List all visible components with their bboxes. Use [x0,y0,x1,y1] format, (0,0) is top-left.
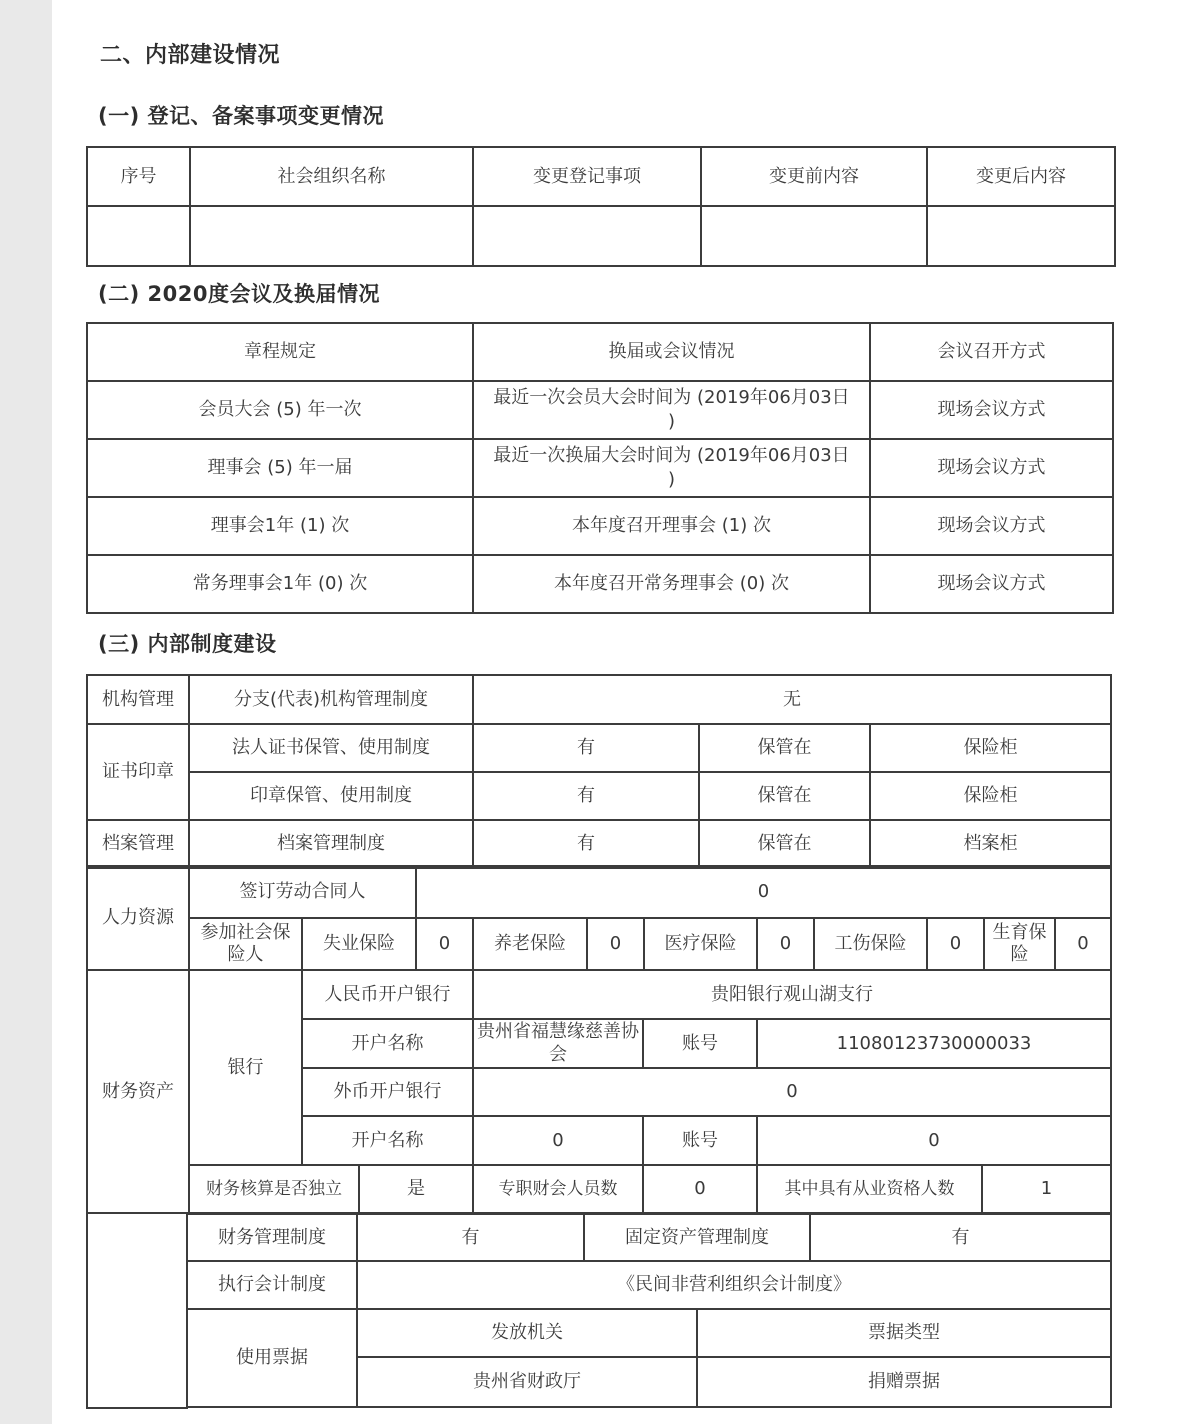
value-cell: 0 [587,918,644,970]
table-cell: 现场会议方式 [870,555,1113,613]
value-cell: 保险柜 [870,772,1111,820]
value-cell: 0 [643,1165,757,1213]
value-cell: 有 [473,820,699,868]
value-cell: 捐赠票据 [697,1357,1111,1407]
meetings-table [86,322,1114,614]
label-cell: 专职财会人员数 [473,1165,643,1213]
table-cell: 常务理事会1年 (0) 次 [87,555,473,613]
table-cell: 最近一次换届大会时间为 (2019年06月03日 ) [473,439,870,497]
value-cell: 有 [810,1214,1111,1261]
table-cell [190,206,473,266]
table-row [87,439,1113,497]
table-cell: 现场会议方式 [870,497,1113,555]
label-cell: 印章保管、使用制度 [189,772,473,820]
table-row [87,381,1113,439]
header-cell: 票据类型 [697,1309,1111,1357]
label-cell: 养老保险 [473,918,587,970]
label-cell: 医疗保险 [644,918,757,970]
table-cell: 本年度召开常务理事会 (0) 次 [473,555,870,613]
section-title: 二、内部建设情况 [100,43,281,68]
value-cell: 0 [757,1116,1111,1165]
value-cell: 0 [473,1068,1111,1116]
table-row [87,918,1111,970]
table-row [87,497,1113,555]
header-cell: 换届或会议情况 [473,323,870,381]
table-row [187,1309,1111,1357]
label-cell: 失业保险 [302,918,416,970]
value-cell: 《民间非营利组织会计制度》 [357,1261,1111,1309]
label-cell: 外币开户银行 [302,1068,473,1116]
table-cell [87,206,190,266]
header-cell: 变更登记事项 [473,147,701,206]
document-page [52,0,1200,1424]
label-cell: 人民币开户银行 [302,970,473,1019]
meetings-title: (二) 2020度会议及换届情况 [98,282,380,306]
table-cell: 理事会 (5) 年一届 [87,439,473,497]
label-cell: 签订劳动合同人 [189,866,416,918]
table-cell: 最近一次会员大会时间为 (2019年06月03日 ) [473,381,870,439]
label-cell: 银行 [189,970,302,1165]
label-cell: 法人证书保管、使用制度 [189,724,473,772]
label-cell: 财务核算是否独立 [189,1165,359,1213]
value-cell: 11080123730000033 [757,1019,1111,1068]
table-cell: 现场会议方式 [870,381,1113,439]
table-cell [473,206,701,266]
value-cell: 保管在 [699,724,870,772]
table-row [87,820,1111,868]
value-cell: 0 [757,918,814,970]
label-cell: 开户名称 [302,1116,473,1165]
table-cell: 现场会议方式 [870,439,1113,497]
header-cell: 会议召开方式 [870,323,1113,381]
label-cell: 生育保险 [984,918,1055,970]
category-cell: 人力资源 [87,866,189,970]
label-cell: 账号 [643,1116,757,1165]
value-cell: 贵州省福慧缘慈善协会 [473,1019,643,1068]
hr-table [86,865,1112,971]
system-title: (三) 内部制度建设 [98,632,277,656]
system-table-a [86,674,1112,869]
changes-table [86,146,1116,267]
value-cell: 有 [473,724,699,772]
value-cell: 0 [416,866,1111,918]
label-cell: 固定资产管理制度 [584,1214,810,1261]
table-cell [701,206,927,266]
header-cell: 发放机关 [357,1309,697,1357]
value-cell: 保险柜 [870,724,1111,772]
category-cell: 档案管理 [87,820,189,868]
value-cell: 无 [473,675,1111,724]
label-cell: 账号 [643,1019,757,1068]
finance-table-2 [186,1213,1112,1408]
label-cell: 执行会计制度 [187,1261,357,1309]
value-cell: 0 [473,1116,643,1165]
finance-border-left [86,1213,188,1409]
value-cell: 0 [1055,918,1111,970]
value-cell: 有 [473,772,699,820]
label-cell: 档案管理制度 [189,820,473,868]
changes-header-row [87,147,1115,206]
meetings-header-row [87,323,1113,381]
table-cell [927,206,1115,266]
table-row [87,970,1111,1019]
table-row [87,675,1111,724]
value-cell: 0 [927,918,984,970]
table-row [87,1165,1111,1213]
finance-table [86,969,1112,1214]
value-cell: 保管在 [699,772,870,820]
value-cell: 是 [359,1165,473,1213]
header-cell: 序号 [87,147,190,206]
table-cell: 会员大会 (5) 年一次 [87,381,473,439]
label-cell: 参加社会保险人 [189,918,302,970]
category-cell: 财务资产 [87,970,189,1213]
category-cell: 证书印章 [87,724,189,820]
value-cell: 有 [357,1214,584,1261]
header-cell: 变更后内容 [927,147,1115,206]
label-cell: 财务管理制度 [187,1214,357,1261]
value-cell: 1 [982,1165,1111,1213]
table-cell: 理事会1年 (1) 次 [87,497,473,555]
value-cell: 保管在 [699,820,870,868]
label-cell: 开户名称 [302,1019,473,1068]
label-cell: 使用票据 [187,1309,357,1407]
value-cell: 贵阳银行观山湖支行 [473,970,1111,1019]
value-cell: 0 [416,918,473,970]
table-row [87,206,1115,266]
value-cell: 档案柜 [870,820,1111,868]
label-cell: 分支(代表)机构管理制度 [189,675,473,724]
table-row [87,555,1113,613]
header-cell: 变更前内容 [701,147,927,206]
value-cell: 贵州省财政厅 [357,1357,697,1407]
table-row [87,866,1111,918]
table-row [87,724,1111,772]
label-cell: 其中具有从业资格人数 [757,1165,982,1213]
table-row [187,1214,1111,1261]
changes-title: (一) 登记、备案事项变更情况 [98,104,385,128]
header-cell: 社会组织名称 [190,147,473,206]
table-row [187,1261,1111,1309]
label-cell: 工伤保险 [814,918,927,970]
table-cell: 本年度召开理事会 (1) 次 [473,497,870,555]
category-cell: 机构管理 [87,675,189,724]
header-cell: 章程规定 [87,323,473,381]
table-row [87,772,1111,820]
